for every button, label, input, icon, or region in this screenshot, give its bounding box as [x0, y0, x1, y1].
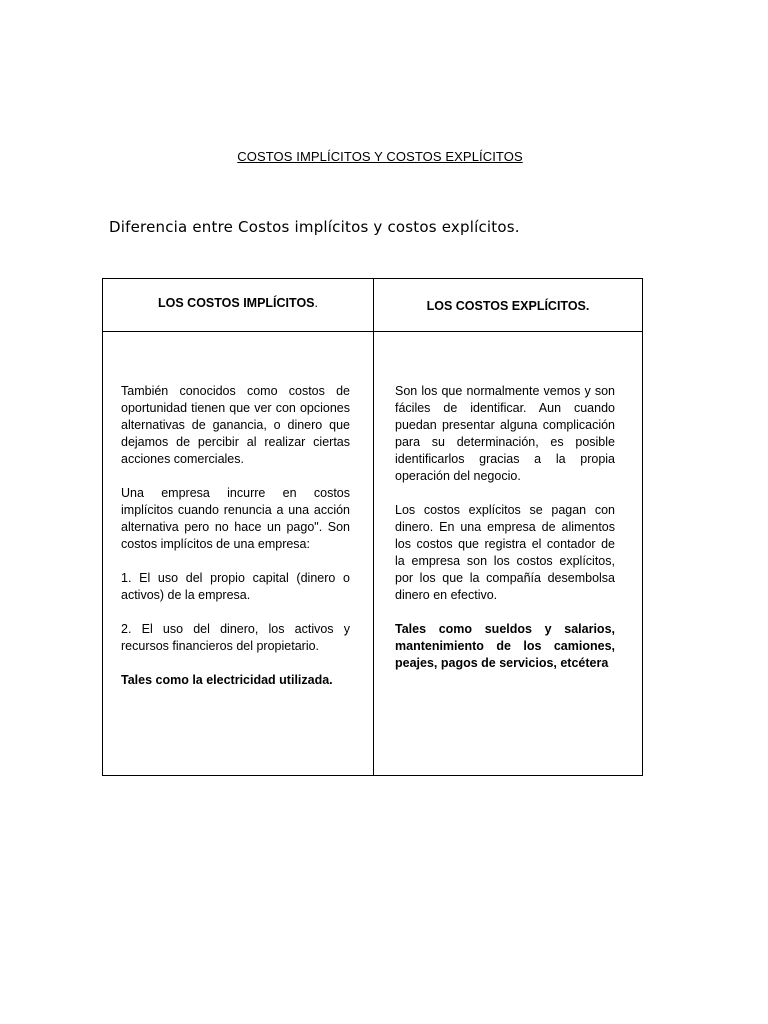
explicit-costs-cell [395, 383, 615, 672]
implicit-paragraph-4: 2. El uso del dinero, los activos y recursos financieros del propietario. [121, 622, 350, 653]
header-implicit-costs [103, 296, 373, 310]
header-implicit-period: . [314, 296, 318, 310]
explicit-paragraph-1: Son los que normalmente vemos y son fáciles de identificar. Aun cuando puedan presentar alguna complicación para su determinación, es posible identificarlos gracias a la propia operación del negocio. [395, 384, 615, 483]
explicit-paragraph-2: Los costos explícitos se pagan con dinero. En una empresa de alimentos los costos que registra el contador de la empresa son los costos explícitos, por los que la compañía desembolsa dinero en efectivo. [395, 503, 615, 602]
document-subtitle: Diferencia entre Costos implícitos y costos explícitos. [109, 218, 520, 236]
comparison-table [102, 278, 643, 776]
header-implicit-label: LOS COSTOS IMPLÍCITOS [158, 296, 315, 310]
implicit-paragraph-1: También conocidos como costos de oportunidad tienen que ver con opciones alternativas de ganancia, o dinero que dejamos de percibir al realizar ciertas acciones comerciales. [121, 384, 350, 466]
header-explicit-costs: LOS COSTOS EXPLÍCITOS. [426, 299, 590, 313]
document-title: COSTOS IMPLÍCITOS Y COSTOS EXPLÍCITOS [237, 149, 523, 164]
implicit-costs-cell [121, 383, 350, 689]
column-divider [373, 279, 374, 775]
explicit-examples: Tales como sueldos y salarios, mantenimiento de los camiones, peajes, pagos de servicios, etcétera [395, 622, 615, 670]
implicit-examples: Tales como la electricidad utilizada. [121, 673, 333, 687]
implicit-paragraph-3: 1. El uso del propio capital (dinero o activos) de la empresa. [121, 571, 350, 602]
implicit-paragraph-2: Una empresa incurre en costos implícitos cuando renuncia a una acción alternativa pero no hace un pago". Son costos implícitos de una empresa: [121, 486, 350, 551]
